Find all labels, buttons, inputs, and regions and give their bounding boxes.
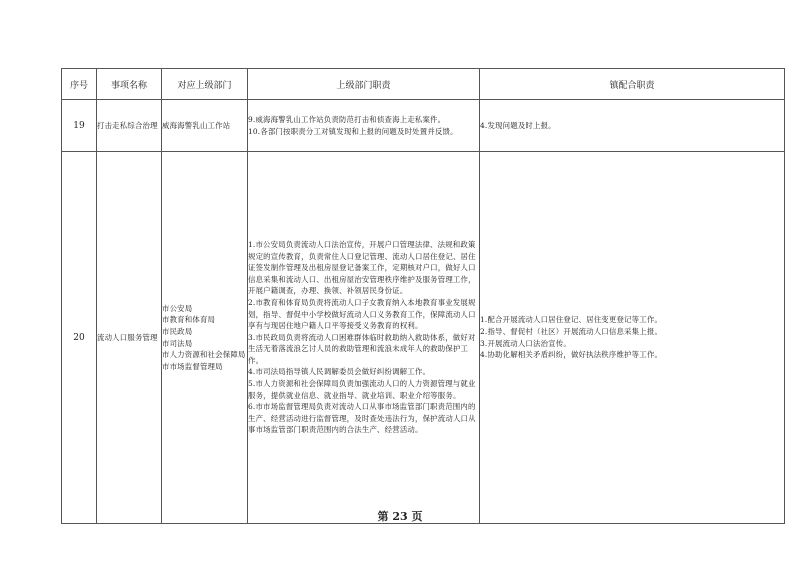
duty-item: 2.指导、督促村（社区）开展流动人口信息采集上报。: [480, 326, 663, 336]
row-item-name: 打击走私综合治理: [97, 100, 162, 152]
row-upper-duties: [248, 152, 480, 524]
duty-item: 3.开展流动人口法治宣传。: [480, 338, 571, 348]
department-name: 市公安局: [162, 303, 193, 313]
header-serial: 序号: [62, 69, 97, 100]
header-upper-department: 对应上级部门: [162, 69, 248, 100]
row-serial: 20: [62, 152, 97, 524]
duty-item: 4.市司法局指导镇人民调解委员会做好纠纷调解工作。: [248, 367, 431, 377]
department-name: 市人力资源和社会保障局: [162, 350, 246, 360]
duty-item: 1.市公安局负责流动人口法治宣传，开展户口管理法律、法规和政策规定的宣传教育，负责常住人口登记管理、流动人口居住登记、居住证签发制作管理及出租房屋登记备案工作，定期核对户口，做好人口信息采集和流动人口、出租房屋治安管理秩序维护及服务管理工作，开展户籍调查，办理、换领、补领居民身份证。: [248, 239, 476, 296]
department-name: 市民政局: [162, 326, 193, 336]
row-town-duties: [480, 152, 785, 524]
department-name: 市司法局: [162, 338, 193, 348]
row-departments: [162, 152, 248, 524]
row-item-name: 流动人口服务管理: [97, 152, 162, 524]
row-departments: [162, 100, 248, 152]
department-name: 市教育和体育局: [162, 315, 216, 325]
duty-item: 9.威海海警乳山工作站负责防范打击和侦查海上走私案件。: [248, 114, 446, 124]
table-header-row: [62, 69, 785, 100]
duty-item: 2.市教育和体育局负责将流动人口子女教育纳入本地教育事业发展规划，指导、督促中小学校做好流动人口义务教育工作，保障流动人口享有与现居住地户籍人口平等接受义务教育的权利。: [248, 297, 476, 331]
table-row: [62, 100, 785, 152]
duty-item: 1.配合开展流动人口居住登记、居住变更登记等工作。: [480, 315, 663, 325]
duty-item: 5.市人力资源和社会保障局负责加强流动人口的人力资源管理与就业服务，提供就业信息、就业指导、就业培训、职业介绍等服务。: [248, 379, 476, 400]
row-town-duties: [480, 100, 785, 152]
duty-item: 4.发现问题及时上报。: [480, 120, 556, 130]
header-town-duties: 镇配合职责: [480, 69, 785, 100]
duty-item: 6.市市场监督管理局负责对流动人口从事市场监管部门职责范围内的生产、经营活动进行监督管理，及时查处违法行为，保护流动人口从事市场监管部门职责范围内的合法生产、经营活动。: [248, 402, 476, 435]
row-serial: 19: [62, 100, 97, 152]
table-row: [62, 152, 785, 524]
header-upper-duties: 上级部门职责: [248, 69, 480, 100]
duty-item: 10.各部门按职责分工对镇发现和上报的问题及时处置并反馈。: [248, 126, 458, 136]
department-name: 威海海警乳山工作站: [162, 120, 231, 130]
duty-item: 4.协助化解相关矛盾纠纷，做好执法秩序维护等工作。: [480, 350, 663, 360]
department-name: 市市场监督管理局: [162, 361, 223, 371]
duty-table: [61, 68, 785, 524]
duty-item: 3.市民政局负责将流动人口困难群体临时救助纳入救助体系，做好对生活无着落流浪乞讨人员的救助管理和流浪未成年人的救助保护工作。: [248, 332, 476, 365]
header-item-name: 事项名称: [97, 69, 162, 100]
page-number: 第 23 页: [377, 510, 423, 523]
row-upper-duties: [248, 100, 480, 152]
